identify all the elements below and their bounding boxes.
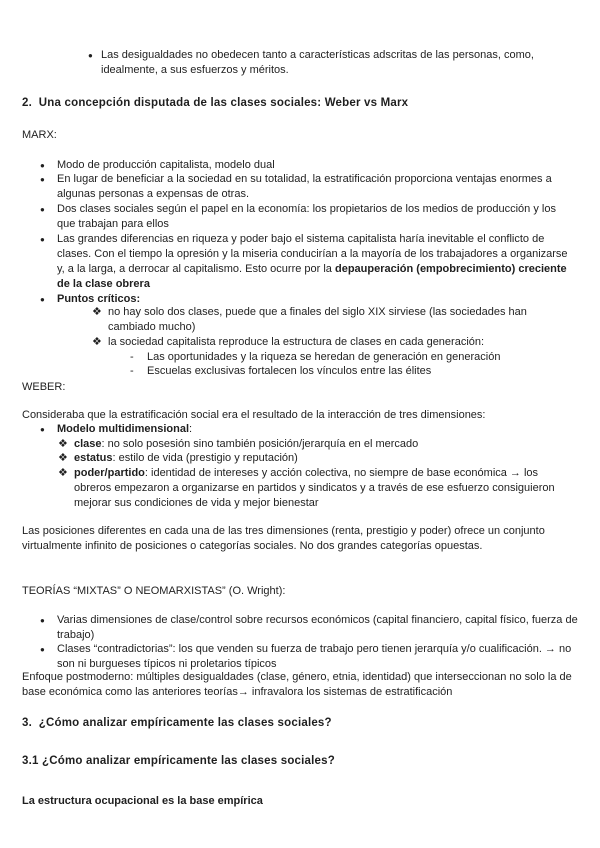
postmodern-paragraph: Enfoque postmoderno: múltiples desigualdades (clase, género, etnia, identidad) que interseccionan no solo la de base económica como las anteriores teorías→ infravalora los sistemas de estratificación — [22, 671, 572, 698]
critical-point-2: la sociedad capitalista reproduce la estructura de clases en cada generación: — [108, 336, 485, 348]
bullet-icon: ● — [40, 616, 45, 625]
dimension-clase — [74, 437, 574, 452]
dash-bullet-icon: - — [130, 351, 134, 363]
mixtas-bullet-2: Clases “contradictorias”: los que venden su fuerza de trabajo pero tienen jerarquía y/o cualificación. → no son ni burgueses típicos ni proletarios típicos — [57, 643, 572, 670]
dash-item-1: Las oportunidades y la riqueza se heredan de generación en generación — [147, 351, 501, 363]
critical-points-label: Puntos críticos: — [57, 293, 141, 305]
section-number: 3. — [22, 717, 32, 729]
weber-intro: Consideraba que la estratificación social era el resultado de la interacción de tres dimensiones: — [22, 409, 486, 421]
section-title: ¿Cómo analizar empíricamente las clases sociales? — [42, 755, 335, 767]
section-title: ¿Cómo analizar empíricamente las clases sociales? — [38, 717, 332, 729]
model-label-text: Modelo multidimensional — [57, 423, 190, 435]
dimension-poder — [74, 466, 574, 511]
top-bullet-text: Las desigualdades no obedecen tanto a características adscritas de las personas, como, idealmente, a sus esfuerzos y méritos. — [101, 49, 534, 76]
marx-bullet-4-bold: depauperación (empobrecimiento) creciente de la clase obrera — [57, 263, 567, 290]
bullet-icon: ● — [88, 51, 93, 60]
dash-item-2: Escuelas exclusivas fortalecen los vínculos entre las élites — [147, 365, 432, 377]
marx-bullet-2: En lugar de beneficiar a la sociedad en su totalidad, la estratificación proporciona ventajas enormes a algunas personas a expensas de otras. — [57, 173, 552, 200]
dimension-text: : estilo de vida (prestigio y reputación) — [112, 452, 298, 464]
section-3-1-heading — [22, 754, 582, 769]
diamond-bullet-icon: ❖ — [58, 467, 68, 479]
marx-bullet-4 — [57, 232, 577, 292]
diamond-bullet-icon: ❖ — [58, 452, 68, 464]
dimension-text: : no solo posesión sino también posición/jerarquía en el mercado — [101, 438, 419, 450]
dimension-term: clase — [74, 438, 102, 450]
section-number: 3.1 — [22, 755, 39, 767]
marx-bullet-1: Modo de producción capitalista, modelo dual — [57, 159, 275, 171]
bullet-icon: ● — [40, 645, 45, 654]
bullet-icon: ● — [40, 295, 45, 304]
final-heading: La estructura ocupacional es la base empírica — [22, 795, 263, 807]
weber-paragraph: Las posiciones diferentes en cada una de las tres dimensiones (renta, prestigio y poder) ofrece un conjunto virtualmente infinito de posiciones o categorías sociales. No dos grandes categorías opuestas. — [22, 525, 545, 552]
critical-point-1: no hay solo dos clases, puede que a finales del siglo XIX sirviese (las sociedades han cambiado mucho) — [108, 306, 527, 333]
dimension-estatus — [74, 451, 574, 466]
marx-label: MARX: — [22, 129, 57, 141]
section-3-heading — [22, 716, 582, 731]
dimension-term: poder/partido — [74, 467, 145, 479]
diamond-bullet-icon: ❖ — [92, 306, 102, 318]
bullet-icon: ● — [40, 175, 45, 184]
weber-label: WEBER: — [22, 381, 66, 393]
diamond-bullet-icon: ❖ — [92, 336, 102, 348]
model-label-colon: : — [189, 423, 193, 435]
bullet-icon: ● — [40, 425, 45, 434]
diamond-bullet-icon: ❖ — [58, 438, 68, 450]
mixtas-title: TEORÍAS “MIXTAS” O NEOMARXISTAS” (O. Wright): — [22, 585, 286, 597]
section-2-heading — [22, 96, 582, 111]
model-label — [57, 422, 192, 437]
bullet-icon: ● — [40, 235, 45, 244]
mixtas-bullet-1: Varias dimensiones de clase/control sobre recursos económicos (capital financiero, capital físico, fuerza de trabajo) — [57, 614, 578, 641]
section-number: 2. — [22, 97, 32, 109]
bullet-icon: ● — [40, 205, 45, 214]
bullet-icon: ● — [40, 161, 45, 170]
marx-bullet-3: Dos clases sociales según el papel en la economía: los propietarios de los medios de producción y los que trabajan para ellos — [57, 203, 556, 230]
section-title: Una concepción disputada de las clases sociales: Weber vs Marx — [38, 97, 409, 109]
dimension-text: : identidad de intereses y acción colectiva, no siempre de base económica → los obreros empezaron a organizarse en partidos y sindicatos y a través de ese esfuerzo consiguieron mejorar sus condiciones de vida y mejor bienestar — [74, 467, 555, 509]
marx-bullet-4-text: Las grandes diferencias en riqueza y poder bajo el sistema capitalista haría inevitable el conflicto de clases. Con el tiempo la opresión y la miseria conducirían a la mayoría de los trabajadores a organizarse y, a la larga, a derrocar al capitalismo. Esto ocurre por la — [57, 233, 568, 275]
dimension-term: estatus — [74, 452, 113, 464]
dash-bullet-icon: - — [130, 365, 134, 377]
